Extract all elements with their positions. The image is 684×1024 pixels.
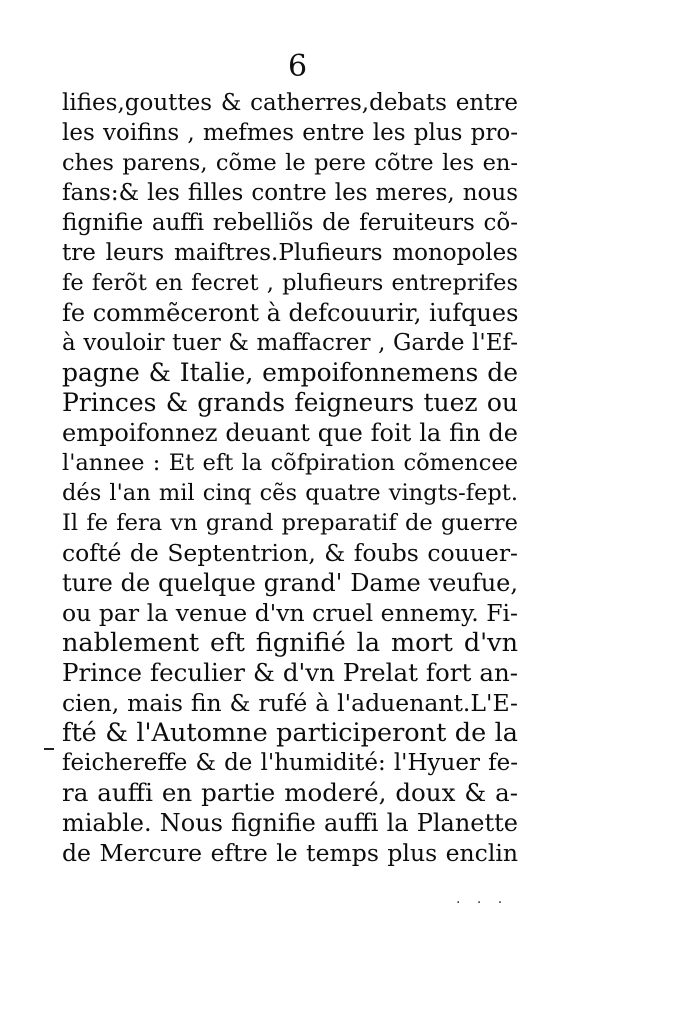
text-line: Princes & grands feigneurs tuez ou bbox=[62, 388, 518, 417]
text-line: lifies,gouttes & catherres,debats entre bbox=[62, 90, 518, 116]
text-line: pagne & Italie, empoifonnemens de bbox=[62, 358, 518, 387]
text-line: nablement eft fignifié la mort d'vn bbox=[62, 628, 518, 658]
text-line: cien, mais fin & rufé à l'aduenant.L'E- bbox=[62, 689, 518, 717]
text-line: ches parens, cõme le pere cõtre les en- bbox=[62, 150, 518, 176]
body-text bbox=[62, 88, 518, 868]
ink-speck bbox=[44, 748, 54, 750]
text-line: ou par la venue d'vn cruel ennemy. Fi- bbox=[62, 599, 518, 627]
ink-specks: · · · bbox=[456, 895, 509, 911]
text-line: fignifie auffi rebelliõs de feruiteurs cõ- bbox=[62, 210, 518, 236]
text-line: feichereffe & de l'humidité: l'Hyuer fe- bbox=[62, 750, 518, 776]
text-line: fe commẽceront à defcouurir, iufques bbox=[62, 299, 519, 327]
page-number: 6 bbox=[288, 49, 308, 84]
text-line: fe ferõt en fecret , plufieurs entreprifes bbox=[62, 270, 518, 296]
text-line: fans:& les filles contre les meres, nous bbox=[62, 180, 518, 206]
text-line: de Mercure eftre le temps plus enclin bbox=[62, 839, 518, 867]
text-line: dés l'an mil cinq cẽs quatre vingts-fept. bbox=[62, 480, 518, 506]
text-line: ra auffi en partie moderé, doux & a- bbox=[62, 778, 518, 807]
text-line: l'annee : Et eft la cõfpiration cõmencee bbox=[62, 450, 518, 476]
text-line: empoifonnez deuant que foit la fin de bbox=[62, 419, 518, 447]
text-line: tre leurs maiftres.Plufieurs monopoles bbox=[62, 240, 518, 266]
text-line: Il fe fera vn grand preparatif de guerre bbox=[62, 510, 518, 536]
text-line: à vouloir tuer & maffacrer , Garde l'Ef- bbox=[62, 330, 518, 356]
text-line: fté & l'Automne participeront de la bbox=[62, 718, 518, 748]
text-line: ture de quelque grand' Dame veufue, bbox=[62, 569, 518, 597]
text-line: cofté de Septentrion, & foubs couuer- bbox=[62, 539, 518, 567]
text-line: les voifins , mefmes entre les plus pro- bbox=[62, 120, 518, 146]
text-line: miable. Nous fignifie auffi la Planette bbox=[62, 809, 518, 837]
text-line: Prince feculier & d'vn Prelat fort an- bbox=[62, 658, 518, 687]
